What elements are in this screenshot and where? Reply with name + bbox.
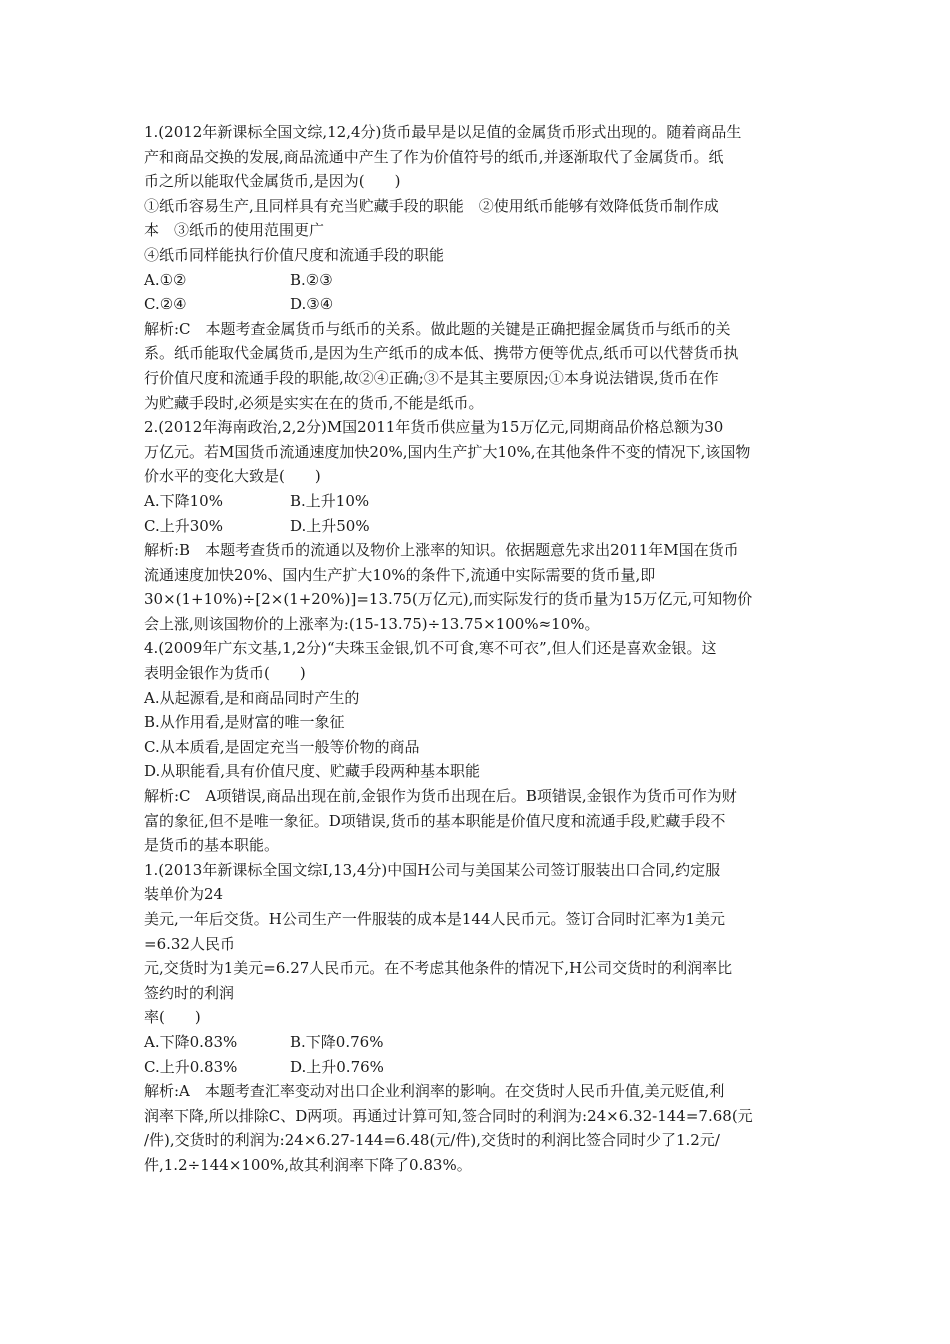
question-stem-line: 万亿元。若M国货币流通速度加快20%,国内生产扩大10%,在其他条件不变的情况下,该国物	[144, 442, 751, 461]
analysis-line: 解析:A 本题考查汇率变动对出口企业利润率的影响。在交货时人民币升值,美元贬值,利	[144, 1082, 725, 1101]
document-page	[144, 120, 814, 1178]
question-stem-line: 签约时的利润	[144, 983, 235, 1002]
question-stem-line: C.从本质看,是固定充当一般等价物的商品	[144, 737, 420, 756]
analysis-line: 流通速度加快20%、国内生产扩大10%的条件下,流通中实际需要的货币量,即	[144, 565, 656, 584]
options-row	[144, 268, 814, 293]
options-row	[144, 1030, 814, 1055]
answer-option: C.②④	[144, 295, 187, 314]
analysis-line: 为贮藏手段时,必须是实实在在的货币,不能是纸币。	[144, 393, 484, 412]
answer-option: C.上升0.83%	[144, 1057, 238, 1076]
question-stem-line: ④纸币同样能执行价值尺度和流通手段的职能	[144, 245, 445, 264]
question-stem-line: 元,交货时为1美元=6.27人民币元。在不考虑其他条件的情况下,H公司交货时的利润率比	[144, 959, 733, 978]
question-block	[144, 636, 814, 857]
question-stem-line: 美元,一年后交货。H公司生产一件服装的成本是144人民币元。签订合同时汇率为1美元	[144, 910, 726, 928]
question-stem-line: 产和商品交换的发展,商品流通中产生了作为价值符号的纸币,并逐渐取代了金属货币。纸	[144, 147, 724, 166]
options-row	[144, 1055, 814, 1080]
answer-option: A.下降10%	[144, 491, 223, 510]
analysis-line: 解析:C 本题考查金属货币与纸币的关系。做此题的关键是正确把握金属货币与纸币的关	[144, 319, 731, 338]
answer-option: B.上升10%	[290, 491, 370, 510]
question-stem-line: 价水平的变化大致是( )	[144, 467, 321, 486]
question-stem-line: 装单价为24	[144, 885, 224, 904]
analysis-line: 30×(1+10%)÷[2×(1+20%)]=13.75(万亿元),而实际发行的货币量为15万亿元,可知物价	[144, 590, 753, 609]
question-stem-line: ①纸币容易生产,且同样具有充当贮藏手段的职能 ②使用纸币能够有效降低货币制作成	[144, 196, 719, 215]
question-stem-line: 表明金银作为货币( )	[144, 664, 306, 683]
question-block	[144, 120, 814, 415]
analysis-line: /件),交货时的利润为:24×6.27-144=6.48(元/件),交货时的利润比签合同时少了1.2元/	[144, 1131, 720, 1150]
answer-option: D.上升50%	[290, 516, 370, 535]
answer-option: C.上升30%	[144, 516, 224, 535]
answer-option: D.上升0.76%	[290, 1057, 384, 1076]
question-stem-line: 币之所以能取代金属货币,是因为( )	[144, 172, 401, 191]
answer-option: A.①②	[144, 270, 187, 289]
question-block	[144, 415, 814, 636]
question-stem-line: B.从作用看,是财富的唯一象征	[144, 713, 345, 732]
analysis-line: 是货币的基本职能。	[144, 836, 280, 855]
question-stem-line: 4.(2009年广东文基,1,2分)“夫珠玉金银,饥不可食,寒不可衣”,但人们还是喜欢金银。这	[144, 639, 717, 658]
options-row	[144, 514, 814, 539]
analysis-line: 会上涨,则该国物价的上涨率为:(15-13.75)÷13.75×100%≈10%。	[144, 614, 600, 633]
answer-option: B.②③	[290, 270, 333, 289]
analysis-line: 行价值尺度和流通手段的职能,故②④正确;③不是其主要原因;①本身说法错误,货币在作	[144, 368, 719, 387]
question-stem-line: 1.(2012年新课标全国文综,12,4分)货币最早是以足值的金属货币形式出现的。随着商品生	[144, 123, 742, 141]
analysis-line: 系。纸币能取代金属货币,是因为生产纸币的成本低、携带方便等优点,纸币可以代替货币执	[144, 344, 739, 363]
options-row	[144, 489, 814, 514]
answer-option: A.下降0.83%	[144, 1032, 238, 1051]
analysis-line: 件,1.2÷144×100%,故其利润率下降了0.83%。	[144, 1155, 472, 1174]
options-row	[144, 292, 814, 317]
analysis-line: 富的象征,但不是唯一象征。D项错误,货币的基本职能是价值尺度和流通手段,贮藏手段不	[144, 811, 726, 830]
question-stem-line: 率( )	[144, 1008, 201, 1027]
question-stem-line: A.从起源看,是和商品同时产生的	[144, 688, 360, 707]
question-stem-line: 1.(2013年新课标全国文综Ⅰ,13,4分)中国H公司与美国某公司签订服装出口合同,约定服	[144, 860, 721, 879]
analysis-line: 润率下降,所以排除C、D两项。再通过计算可知,签合同时的利润为:24×6.32-144=7.68(元	[144, 1106, 753, 1125]
question-stem-line: =6.32人民币	[144, 934, 235, 953]
answer-option: B.下降0.76%	[290, 1032, 384, 1051]
analysis-line: 解析:C A项错误,商品出现在前,金银作为货币出现在后。B项错误,金银作为货币可作为财	[144, 787, 737, 806]
analysis-line: 解析:B 本题考查货币的流通以及物价上涨率的知识。依据题意先求出2011年M国在货币	[144, 541, 739, 560]
question-stem-line: D.从职能看,具有价值尺度、贮藏手段两种基本职能	[144, 762, 481, 781]
question-block	[144, 858, 814, 1178]
question-stem-line: 本 ③纸币的使用范围更广	[144, 221, 325, 240]
answer-option: D.③④	[290, 295, 334, 314]
question-stem-line: 2.(2012年海南政治,2,2分)M国2011年货币供应量为15万亿元,同期商品价格总额为30	[144, 418, 724, 437]
